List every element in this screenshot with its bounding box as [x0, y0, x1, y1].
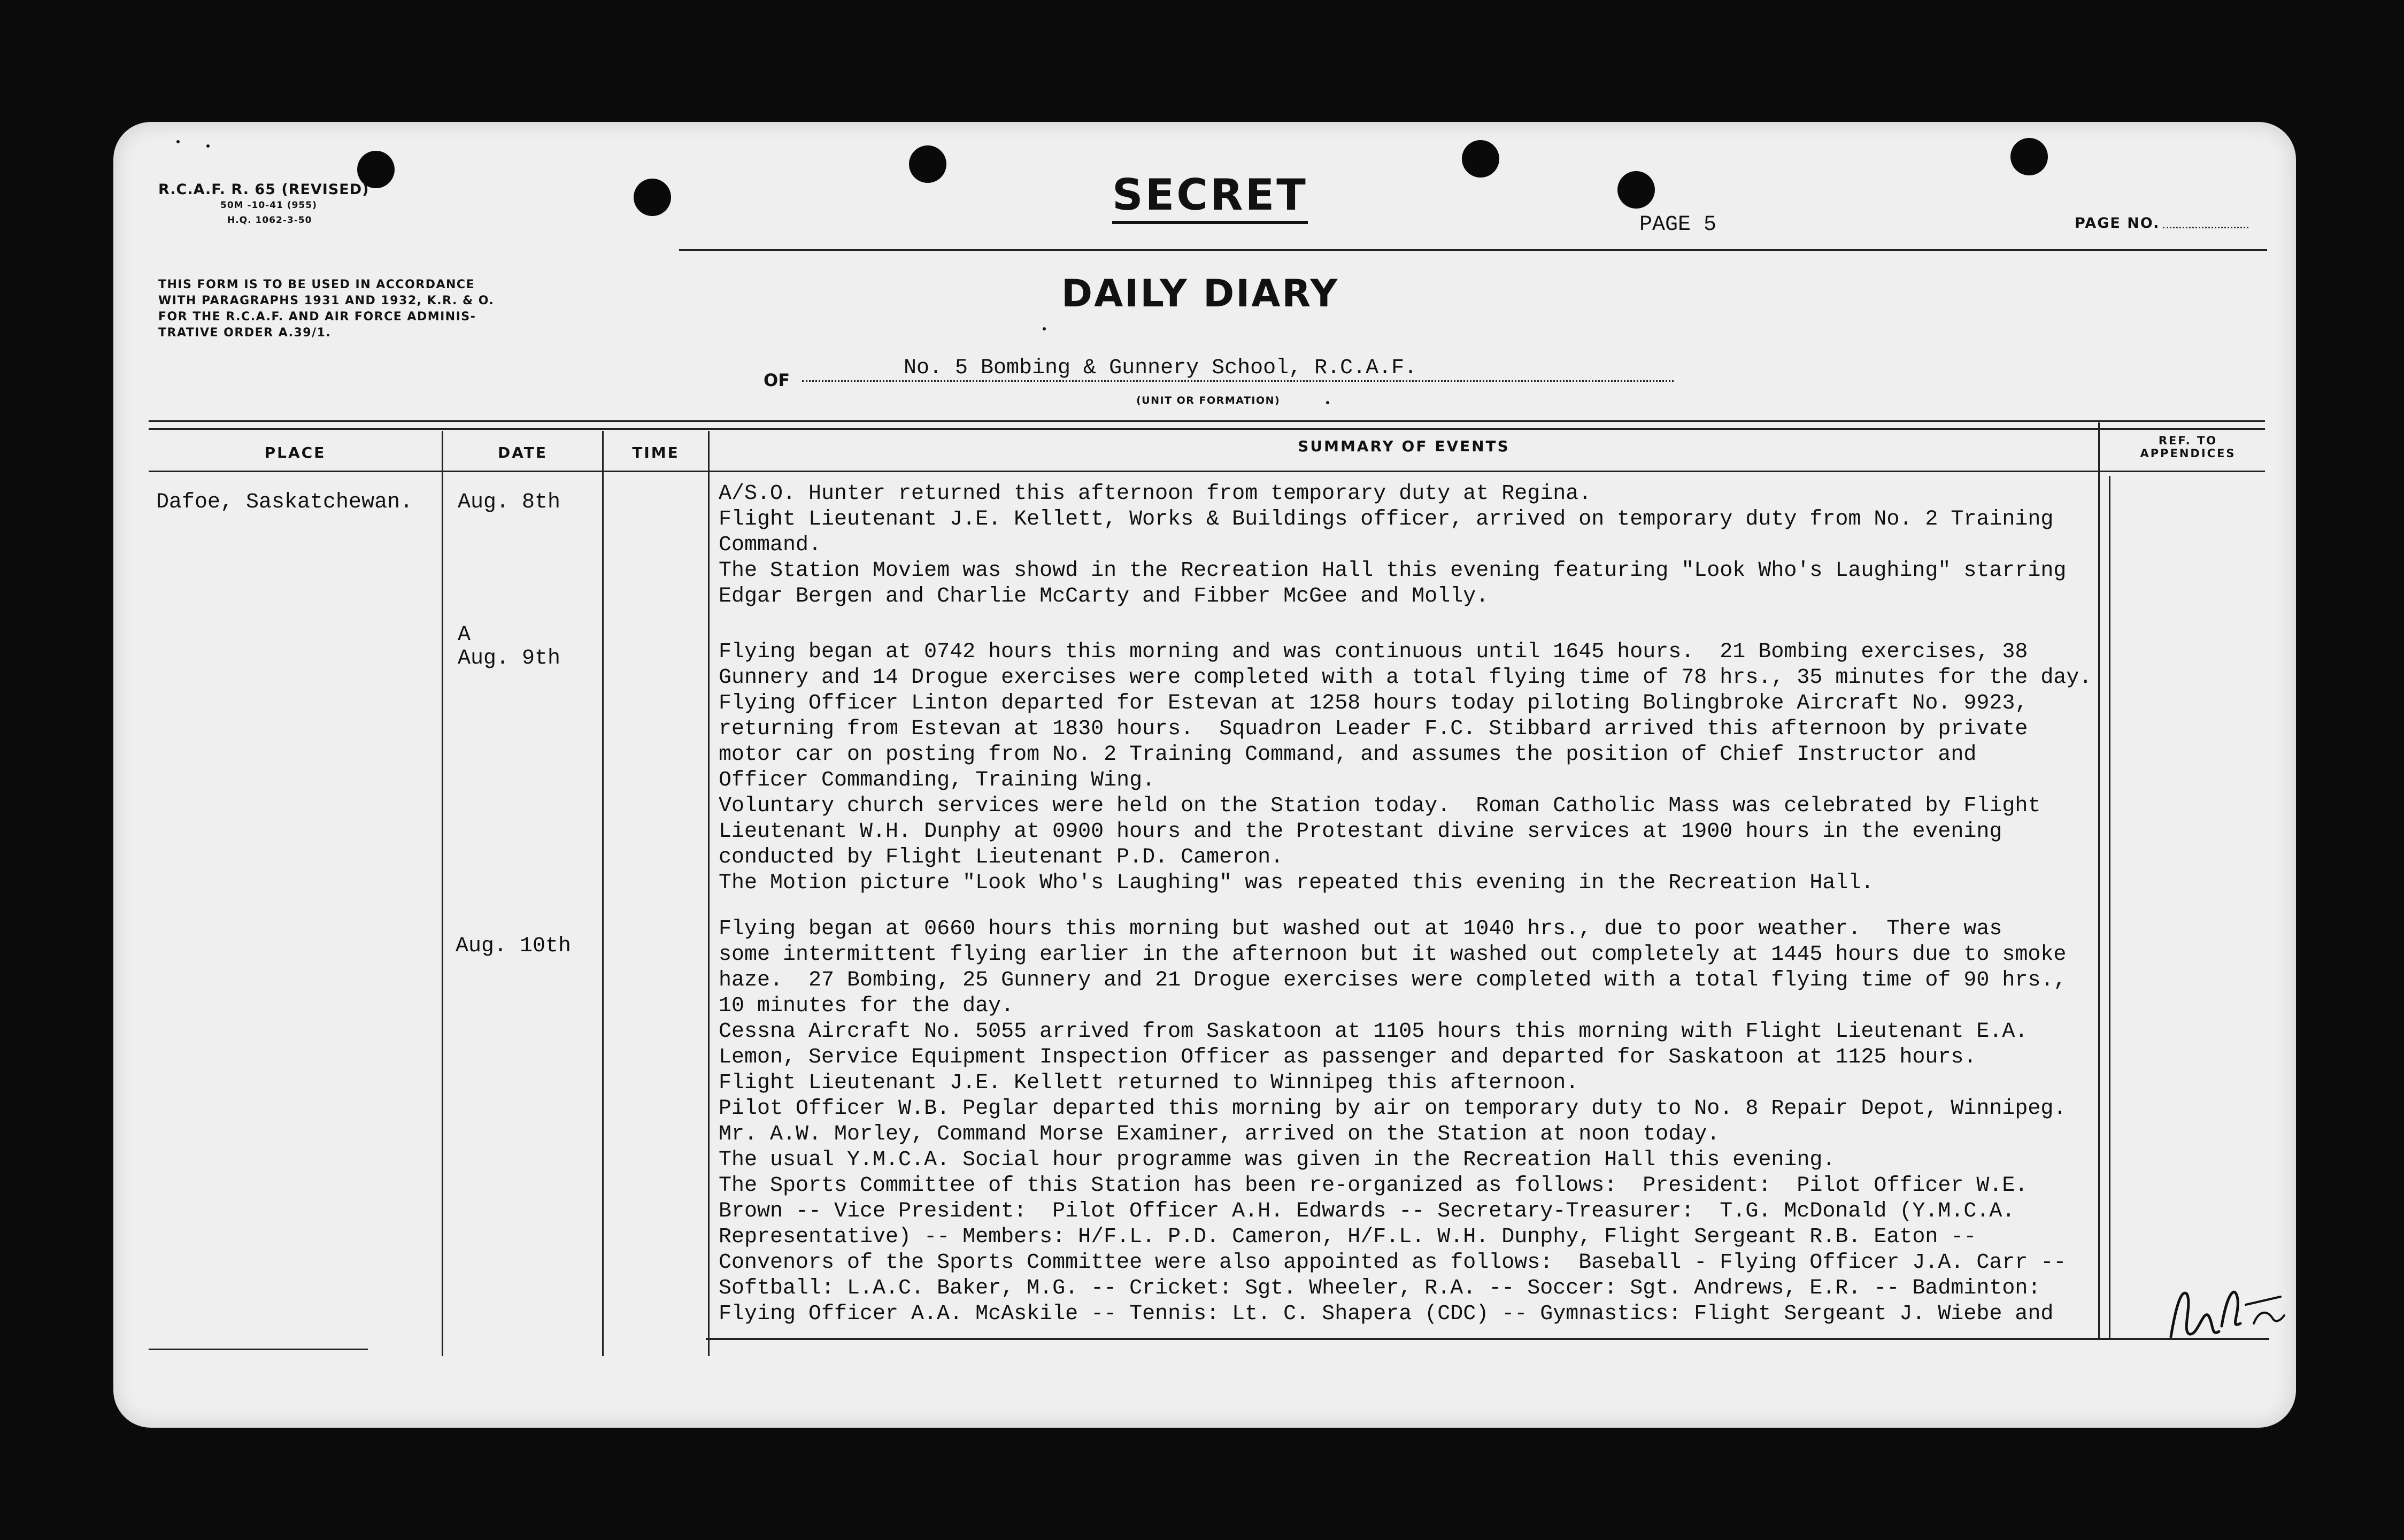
summary-entry-aug-8 — [719, 481, 2066, 610]
summary-line: The Sports Committee of this Station has been re-organized as follows: President: Pilot Officer W.E. — [719, 1174, 2028, 1198]
summary-line: Mr. A.W. Morley, Command Morse Examiner, arrived on the Station at noon today. — [719, 1122, 1720, 1146]
col-divider-time-summary — [708, 431, 710, 1356]
instruction-line: FOR THE R.C.A.F. AND AIR FORCE ADMINIS- — [158, 310, 476, 324]
page-no-dotted-line — [2163, 227, 2248, 228]
summary-line: Flight Lieutenant J.E. Kellett returned to Winnipeg this afternoon. — [719, 1071, 1579, 1095]
binder-hole — [909, 145, 946, 183]
summary-line: Cessna Aircraft No. 5055 arrived from Saskatoon at 1105 hours this morning with Flight Lieutenant E.A. — [719, 1020, 2028, 1044]
col-divider-summary-ref-double — [2109, 476, 2110, 1340]
speck — [1326, 401, 1329, 404]
summary-line: The Motion picture "Look Who's Laughing" was repeated this evening in the Recreation Hall. — [719, 871, 1874, 895]
instruction-line: THIS FORM IS TO BE USED IN ACCORDANCE — [158, 278, 475, 291]
date-cell-aug-8: Aug. 8th — [458, 490, 561, 514]
date-cell-aug-10: Aug. 10th — [456, 934, 572, 958]
of-label: OF — [764, 370, 790, 390]
summary-line: some intermittent flying earlier in the afternoon but it washed out completely at 1445 hours due to smoke — [719, 943, 2067, 967]
binder-hole — [634, 179, 671, 216]
col-divider-place-date — [442, 431, 443, 1356]
summary-line: Flying Officer Linton departed for Estevan at 1258 hours today piloting Bolingbroke Aircraft No. 9923, — [719, 691, 2028, 715]
table-bottom-rule-left — [149, 1349, 368, 1350]
col-header-place: PLACE — [264, 444, 326, 461]
summary-line: Gunnery and 14 Drogue exercises were completed with a total flying time of 78 hrs., 35 minutes for the day. — [719, 666, 2092, 690]
col-header-time: TIME — [632, 444, 680, 461]
unit-caption: (UNIT OR FORMATION) — [1136, 395, 1281, 406]
date-cell-aug-9: Aug. 9th — [458, 646, 561, 671]
unit-name-text: No. 5 Bombing & Gunnery School, R.C.A.F. — [904, 356, 1417, 380]
form-instructions — [158, 277, 494, 341]
summary-line: 10 minutes for the day. — [719, 994, 1014, 1018]
summary-line: Command. — [719, 533, 822, 557]
header-rule — [679, 249, 2267, 251]
col-header-ref-line1: REF. TO — [2158, 434, 2218, 447]
col-header-date: DATE — [498, 444, 548, 461]
summary-line: haze. 27 Bombing, 25 Gunnery and 21 Drogue exercises were completed with a total flying time of 90 hrs., — [719, 968, 2067, 992]
speck — [176, 140, 180, 143]
unit-name — [802, 356, 1674, 382]
summary-line: Edgar Bergen and Charlie McCarty and Fibber McGee and Molly. — [719, 584, 1489, 609]
summary-line: Flight Lieutenant J.E. Kellett, Works & Buildings officer, arrived on temporary duty from No. 2 Training — [719, 507, 2054, 532]
table-bottom-rule — [706, 1338, 2269, 1340]
table-top-rule-double — [149, 428, 2265, 430]
col-divider-date-time — [602, 431, 604, 1356]
summary-entry-aug-9 — [719, 640, 2092, 896]
instruction-line: WITH PARAGRAPHS 1931 AND 1932, K.R. & O. — [158, 294, 495, 307]
summary-entry-aug-10 — [719, 917, 2066, 1327]
summary-line: Softball: L.A.C. Baker, M.G. -- Cricket: Sgt. Wheeler, R.A. -- Soccer: Sgt. Andrews, E.R. -- Badminton: — [719, 1276, 2041, 1300]
summary-line: A/S.O. Hunter returned this afternoon from temporary duty at Regina. — [719, 482, 1592, 506]
place-cell: Dafoe, Saskatchewan. — [156, 490, 413, 514]
summary-line: Lemon, Service Equipment Inspection Officer as passenger and departed for Saskatoon at 1125 hours. — [719, 1045, 1977, 1069]
form-id-line1: R.C.A.F. R. 65 (REVISED) — [158, 181, 369, 198]
col-header-summary: SUMMARY OF EVENTS — [1298, 437, 1510, 455]
summary-line: Officer Commanding, Training Wing. — [719, 768, 1155, 792]
handwritten-initials — [2166, 1273, 2289, 1348]
col-divider-summary-ref — [2098, 422, 2100, 1340]
date-mark-aug-9: A — [458, 623, 471, 647]
summary-line: Lieutenant W.H. Dunphy at 0900 hours and the Protestant divine services at 1900 hours in the evening — [719, 820, 2002, 844]
form-title: DAILY DIARY — [1061, 272, 1339, 315]
summary-line: returning from Estevan at 1830 hours. Squadron Leader F.C. Stibbard arrived this afternoon by private — [719, 717, 2028, 741]
form-id-line2: 50M -10-41 (955) — [220, 200, 317, 211]
speck — [206, 144, 210, 148]
summary-line: Flying began at 0742 hours this morning and was continuous until 1645 hours. 21 Bombing exercises, 38 — [719, 640, 2028, 664]
summary-line: Representative) -- Members: H/F.L. P.D. Cameron, H/F.L. W.H. Dunphy, Flight Sergeant R.B. Eaton -- — [719, 1225, 1977, 1249]
table-header-rule — [149, 471, 2265, 472]
summary-line: motor car on posting from No. 2 Training Command, and assumes the position of Chief Instructor and — [719, 743, 1977, 767]
summary-line: The usual Y.M.C.A. Social hour programme was given in the Recreation Hall this evening. — [719, 1148, 1836, 1172]
classification-stamp: SECRET — [1112, 170, 1308, 224]
binder-hole — [1462, 140, 1499, 178]
summary-line: Pilot Officer W.B. Peglar departed this morning by air on temporary duty to No. 8 Repair Depot, Winnipeg. — [719, 1097, 2067, 1121]
page-no-label: PAGE NO. — [2075, 215, 2160, 232]
summary-line: conducted by Flight Lieutenant P.D. Cameron. — [719, 845, 1284, 869]
col-header-ref — [2110, 434, 2266, 460]
summary-line: Convenors of the Sports Committee were also appointed as follows: Baseball - Flying Officer J.A. Carr -- — [719, 1251, 2067, 1275]
form-id-line3: H.Q. 1062-3-50 — [227, 215, 312, 226]
table-top-rule — [149, 420, 2265, 422]
summary-line: Voluntary church services were held on the Station today. Roman Catholic Mass was celebrated by Flight — [719, 794, 2041, 818]
instruction-line: TRATIVE ORDER A.39/1. — [158, 326, 332, 340]
page-number-typed: PAGE 5 — [1639, 213, 1717, 237]
speck — [1043, 327, 1046, 330]
col-header-ref-line2: APPENDICES — [2140, 447, 2236, 460]
summary-line: Flying began at 0660 hours this morning but washed out at 1040 hrs., due to poor weather. There was — [719, 917, 2002, 941]
binder-hole — [2010, 138, 2048, 175]
summary-line: The Station Moviem was showd in the Recreation Hall this evening featuring "Look Who's Laughing" starring — [719, 559, 2067, 583]
summary-line: Brown -- Vice President: Pilot Officer A.H. Edwards -- Secretary-Treasurer: T.G. McDonald (Y.M.C.A. — [719, 1199, 2015, 1223]
binder-hole — [1617, 171, 1655, 209]
summary-line: Flying Officer A.A. McAskile -- Tennis: Lt. C. Shapera (CDC) -- Gymnastics: Flight Sergeant J. Wiebe and — [719, 1302, 2054, 1326]
